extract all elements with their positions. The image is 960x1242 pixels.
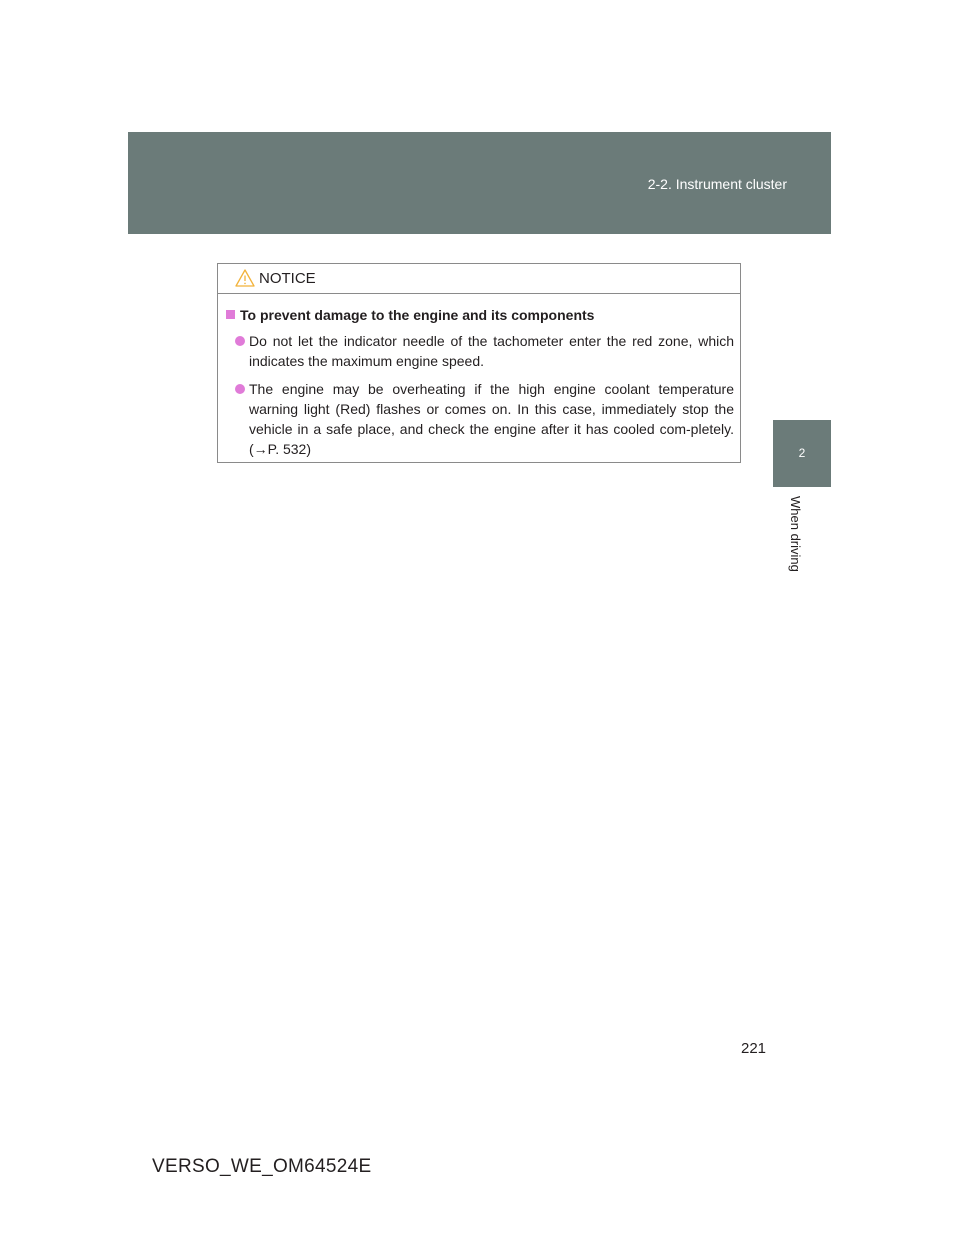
document-code: VERSO_WE_OM64524E: [152, 1156, 372, 1177]
dot-bullet-icon: [235, 384, 245, 394]
notice-box: [217, 263, 741, 463]
notice-heading-text: To prevent damage to the engine and its components: [240, 307, 595, 323]
notice-item: [225, 331, 734, 371]
notice-item-text: The engine may be overheating if the high engine coolant temperature warning light (Red) flashes or comes on. In this case, immediately stop the vehicle in a safe place, and check the engine after it has cooled com-pletely. (→P. 532): [249, 381, 734, 457]
notice-body: [225, 305, 734, 467]
section-title: 2-2. Instrument cluster: [647, 176, 787, 192]
page-number: 221: [741, 1040, 767, 1057]
header-band: [128, 132, 831, 234]
dot-bullet-icon: [235, 336, 245, 346]
notice-item-text: Do not let the indicator needle of the tachometer enter the red zone, which indicates the maximum engine speed.: [249, 333, 734, 369]
notice-title: NOTICE: [259, 270, 316, 287]
notice-item: [225, 379, 734, 459]
chapter-label: When driving: [788, 496, 803, 572]
notice-header: [218, 264, 740, 294]
chapter-tab: [773, 420, 831, 487]
chapter-number: 2: [798, 446, 806, 460]
square-bullet-icon: [226, 310, 235, 319]
warning-triangle-icon: [235, 269, 255, 287]
notice-heading: [225, 305, 734, 325]
